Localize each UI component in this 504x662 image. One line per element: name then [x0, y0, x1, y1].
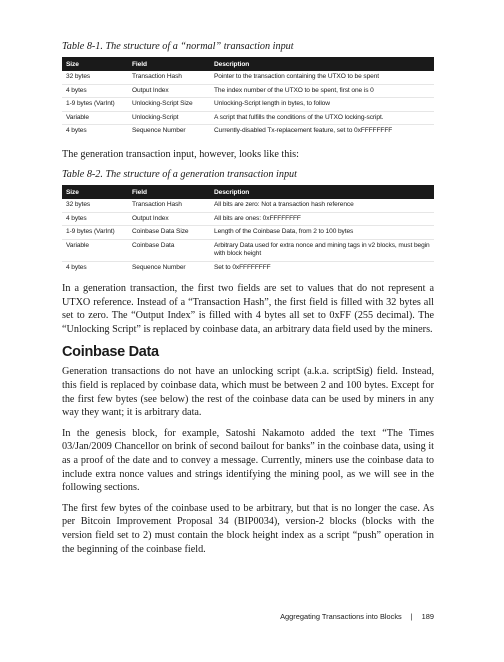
table-cell: Unlocking-Script	[128, 111, 210, 125]
table-cell: 4 bytes	[66, 263, 87, 271]
table1-caption: Table 8-1. The structure of a “normal” transaction input	[62, 41, 294, 52]
table-cell: Set to 0xFFFFFFFF	[214, 263, 271, 271]
table-cell: Unlocking-Script length in bytes, to follow	[210, 98, 434, 112]
table-cell: 4 bytes	[62, 84, 128, 98]
page-number: 189	[421, 612, 434, 621]
table-cell: Pointer to the transaction containing the UTXO to be spent	[210, 71, 434, 84]
table-cell: 4 bytes	[62, 212, 128, 226]
table-cell: The index number of the UTXO to be spent, first one is 0	[210, 84, 434, 98]
column-header-description: Description	[214, 60, 250, 68]
paragraph-genesis-block: In the genesis block, for example, Satoshi Nakamoto added the text “The Times 03/Jan/2009 Chancellor on brink of second bailout for banks” in the coinbase data, using it as a proof of the date and to convey a message. Currently, miners use the coinbase data to include extra nonce values and strings identifying the mining pool, as we will see in the following sections.	[62, 427, 434, 494]
table-row	[62, 212, 434, 226]
table-cell: Sequence Number	[132, 263, 186, 271]
table-cell: Coinbase Data Size	[128, 226, 210, 240]
table-row	[62, 71, 434, 84]
paragraph-bip0034: The first few bytes of the coinbase used to be arbitrary, but that is no longer the case. As per Bitcoin Improvement Proposal 34 (BIP0034), version-2 blocks (blocks with the version field set to 2) must contain the block height index as a script “push” operation in the beginning of the coinbase field.	[62, 502, 434, 555]
page-footer	[62, 612, 434, 621]
table-cell: 4 bytes	[66, 127, 87, 134]
table-cell: Sequence Number	[132, 127, 186, 134]
table-cell: 1-9 bytes (VarInt)	[62, 226, 128, 240]
table-cell: Arbitrary Data used for extra nonce and mining tags in v2 blocks, must begin with block height	[210, 239, 434, 261]
normal-input-table	[62, 57, 434, 138]
table-row	[62, 199, 434, 212]
intro-text: The generation transaction input, however, looks like this:	[62, 148, 299, 160]
table-cell: Length of the Coinbase Data, from 2 to 100 bytes	[210, 226, 434, 240]
column-header-field: Field	[132, 60, 147, 68]
table-cell: Transaction Hash	[128, 71, 210, 84]
table-row	[62, 261, 434, 274]
table-cell: 32 bytes	[62, 71, 128, 84]
table-header-row	[62, 185, 434, 199]
generation-input-table	[62, 185, 434, 274]
table-cell: Currently-disabled Tx-replacement feature, set to 0xFFFFFFFF	[214, 127, 393, 134]
table-row	[62, 125, 434, 138]
paragraph-generation-fields: In a generation transaction, the first two fields are set to values that do not represent a UTXO reference. Instead of a “Transaction Hash”, the first field is filled with 32 bytes all set to zero. The “Output Index” is filled with 4 bytes all set to 0xFF (255 decimal). The “Unlocking Script” is replaced by coinbase data, an arbitrary data field used by the miners.	[62, 283, 434, 335]
table-cell: 32 bytes	[62, 199, 128, 212]
table-row	[62, 84, 434, 98]
table-cell: Coinbase Data	[128, 239, 210, 261]
table-row	[62, 239, 434, 261]
table-cell: Unlocking-Script Size	[128, 98, 210, 112]
table-cell: All bits are ones: 0xFFFFFFFF	[210, 212, 434, 226]
section-heading: Coinbase Data	[62, 344, 159, 361]
running-chapter-title: Aggregating Transactions into Blocks	[280, 612, 402, 621]
table-row	[62, 226, 434, 240]
table-row	[62, 111, 434, 125]
table-cell: All bits are zero: Not a transaction hash reference	[210, 199, 434, 212]
table-cell: Variable	[62, 239, 128, 261]
table-cell: Variable	[62, 111, 128, 125]
table-cell: Transaction Hash	[128, 199, 210, 212]
page-content	[62, 40, 434, 563]
footer-separator: |	[410, 612, 413, 621]
column-header-field: Field	[132, 188, 147, 196]
table-cell: Output Index	[128, 84, 210, 98]
column-header-size: Size	[66, 188, 79, 196]
table-cell: 1-9 bytes (VarInt)	[62, 98, 128, 112]
table2-caption: Table 8-2. The structure of a generation transaction input	[62, 169, 297, 181]
table-header-row	[62, 57, 434, 71]
table-cell: Output Index	[128, 212, 210, 226]
column-header-description: Description	[214, 188, 250, 196]
paragraph-coinbase-intro: Generation transactions do not have an unlocking script (a.k.a. scriptSig) field. Instead, this field is replaced by coinbase data, which must be between 2 and 100 bytes. Except for the first few bytes (see below) the rest of the coinbase data can be used by miners in any way they want; it is arbitrary data.	[62, 366, 434, 419]
table-cell: A script that fulfills the conditions of the UTXO locking-script.	[210, 111, 434, 125]
table-row	[62, 98, 434, 112]
column-header-size: Size	[66, 60, 79, 68]
